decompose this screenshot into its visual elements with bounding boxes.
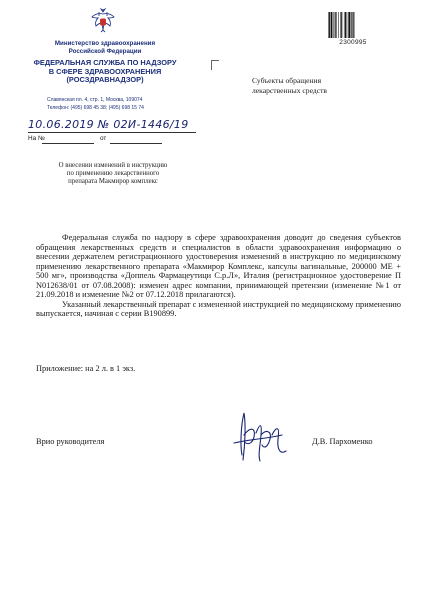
addressee: Субъекты обращения лекарственных средств	[252, 76, 328, 95]
attachment-note: Приложение: на 2 л. в 1 экз.	[36, 364, 136, 373]
registration-block	[28, 118, 203, 150]
handwritten-signature	[220, 405, 300, 465]
body-paragraph: Федеральная служба по надзору в сфере здравоохранения доводит до сведения субъектов обращения лекарственных средств и специалистов в области здравоохранения информацию о внесении держателем регистрационного удостоверения изменений в инструкцию по медицинскому применению лекарственного препарата «Макмирор Комплекс, капсулы вагинальные, 200000 МЕ + 500 мг», производства «Доппель Фармацеутици С.р.Л», Италия (регистрационное удостоверение П N012638/01 от 07.08.2008): изменен адрес компании, принимающей претензии (изменение №1 от 21.09.2018 и изменение №2 от 07.12.2018 прилагаются).	[36, 233, 401, 300]
reg-underline	[28, 132, 196, 133]
service-name: ФЕДЕРАЛЬНАЯ СЛУЖБА ПО НАДЗОРУ В СФЕРЕ ЗДРАВООХРАНЕНИЯ (РОСЗДРАВНАДЗОР)	[33, 58, 177, 85]
address-corner-mark	[211, 60, 219, 70]
barcode	[328, 12, 378, 38]
reply-number-label: На №	[28, 135, 45, 142]
reply-number-blank	[42, 143, 94, 144]
reply-date-blank	[110, 143, 162, 144]
reply-date-label: от	[100, 135, 107, 142]
signatory-position: Врио руководителя	[36, 437, 105, 446]
letter-body	[36, 233, 401, 319]
barcode-number: 2300995	[339, 39, 367, 46]
ministry-name: Министерство здравоохранения Российской Федерации	[54, 40, 156, 55]
handwritten-reg-number: 10.06.2019 № 02И-1446/19	[28, 118, 189, 131]
signatory-name: Д.В. Пархоменко	[312, 437, 373, 446]
contact-address: Славянская пл. 4, стр. 1, Москва, 109074 Телефон: (495) 698 45 38; (495) 698 15 74	[47, 97, 144, 111]
letter-subject: О внесении изменений в инструкцию по применению лекарственного препарата Макмирор комплекс	[58, 162, 168, 186]
coat-of-arms-icon	[88, 6, 118, 36]
body-paragraph: Указанный лекарственный препарат с измененной инструкцией по медицинскому применению выпускается, начиная с серии B190899.	[36, 299, 401, 319]
